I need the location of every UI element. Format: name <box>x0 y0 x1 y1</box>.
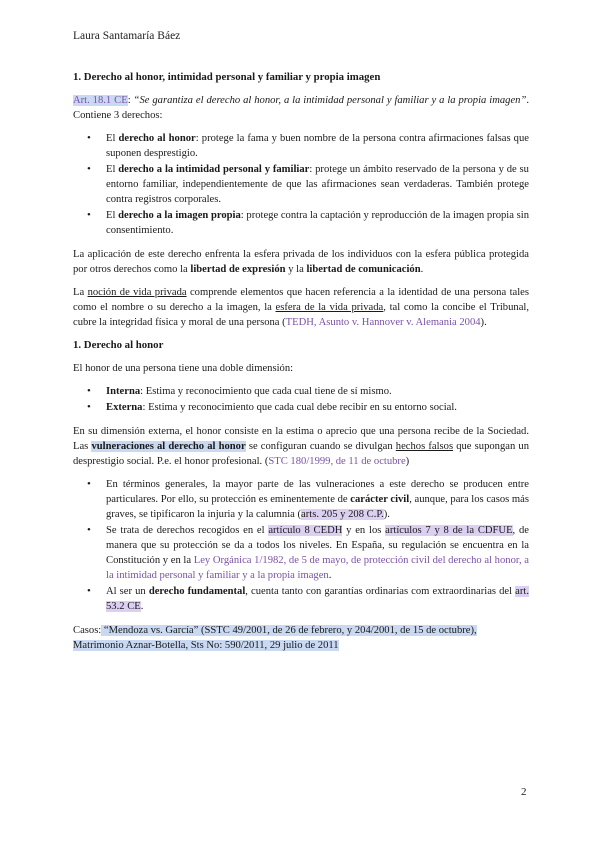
section-title-1: 1. Derecho al honor, intimidad personal y familiar y propia imagen <box>73 71 381 83</box>
page-number: 2 <box>521 786 527 798</box>
list-item: • Interna: Estima y reconocimiento que cada cual tiene de sí mismo. <box>106 384 529 399</box>
article-reference: Art. 18.1 CE <box>73 95 128 106</box>
document-body <box>73 70 529 661</box>
honor-points-list <box>73 477 529 614</box>
list-item: • Externa: Estima y reconocimiento que cada cual debe recibir en su entorno social. <box>106 400 529 415</box>
casos-paragraph: Casos: “Mendoza vs. García” (SSTC 49/2001, de 26 de febrero, y 204/2001, de 15 de octubre), Matrimonio Aznar-Botella, Sts No: 590/2011, 29 julio de 2011 <box>73 625 477 651</box>
list-item: • Al ser un derecho fundamental, cuenta tanto con garantías ordinarias com extraordinarias del art. 53.2 CE. <box>106 584 529 614</box>
dimensions-list <box>73 384 529 415</box>
section-title-2: 1. Derecho al honor <box>73 339 164 351</box>
running-header: Laura Santamaría Báez <box>73 30 181 42</box>
honor-intro: El honor de una persona tiene una doble dimensión: <box>73 363 294 374</box>
vida-privada-paragraph: La noción de vida privada comprende elementos que hacen referencia a la identidad de una persona tales como el nombre o su derecho a la imagen, la esfera de la vida privada, tal como la concibe el Tribunal, cubre la integridad física y moral de una persona (TEDH, Asunto v. Hannover v. Alemania 2004). <box>73 287 529 328</box>
aplicacion-paragraph: La aplicación de este derecho enfrenta la esfera privada de los individuos con la esfera pública protegida por otros derechos como la libertad de expresión y la libertad de comunicación. <box>73 249 529 275</box>
tedh-reference: TEDH, Asunto v. Hannover v. Alemania 2004 <box>285 317 481 328</box>
list-item: • En términos generales, la mayor parte de las vulneraciones a este derecho se producen entre particulares. Por ello, su protección es eminentemente de carácter civil, aunque, para los casos más graves, se tipificaron la injuria y la calumnia (arts. 205 y 208 C.P.). <box>106 477 529 522</box>
rights-list <box>73 131 529 238</box>
constitution-quote: “Se garantiza el derecho al honor, a la intimidad personal y familiar y a la propia imagen” <box>133 95 527 106</box>
stc-reference: STC 180/1999, de 11 de octubre <box>268 456 406 467</box>
list-item: • El derecho al honor: protege la fama y buen nombre de la persona contra afirmaciones falsas que suponen desprestigio. <box>106 131 529 161</box>
list-item: • El derecho a la intimidad personal y familiar: protege un ámbito reservado de la persona y de su entorno familiar, independientemente de que las afirmaciones sean verdaderas. También protege contra registros corporales. <box>106 162 529 207</box>
list-item: • El derecho a la imagen propia: protege contra la captación y reproducción de la imagen propia sin consentimiento. <box>106 208 529 238</box>
list-item: • Se trata de derechos recogidos en el artículo 8 CEDH y en los artículos 7 y 8 de la CDFUE, de manera que su protección se da a todos los niveles. En España, su regulación se encuentra en la Constitución y en la Ley Orgánica 1/1982, de 5 de mayo, de protección civil del derecho al honor, a la intimidad personal y familiar y a la propia imagen. <box>106 523 529 583</box>
ley-organica-reference: Ley Orgánica 1/1982, de 5 de mayo, de protección civil del derecho al honor, a la intimidad personal y familiar y a la propia imagen <box>106 555 529 581</box>
intro-paragraph: Art. 18.1 CE: “Se garantiza el derecho al honor, a la intimidad personal y familiar y a la propia imagen”. Contiene 3 derechos: <box>73 95 529 121</box>
dimension-externa-paragraph: En su dimensión externa, el honor consiste en la estima o aprecio que una persona recibe de la Sociedad. Las vulneraciones al derecho al honor se configuran cuando se divulgan hechos falsos que supongan un desprestigio social. P.e. el honor profesional. (STC 180/1999, de 11 de octubre) <box>73 426 530 467</box>
